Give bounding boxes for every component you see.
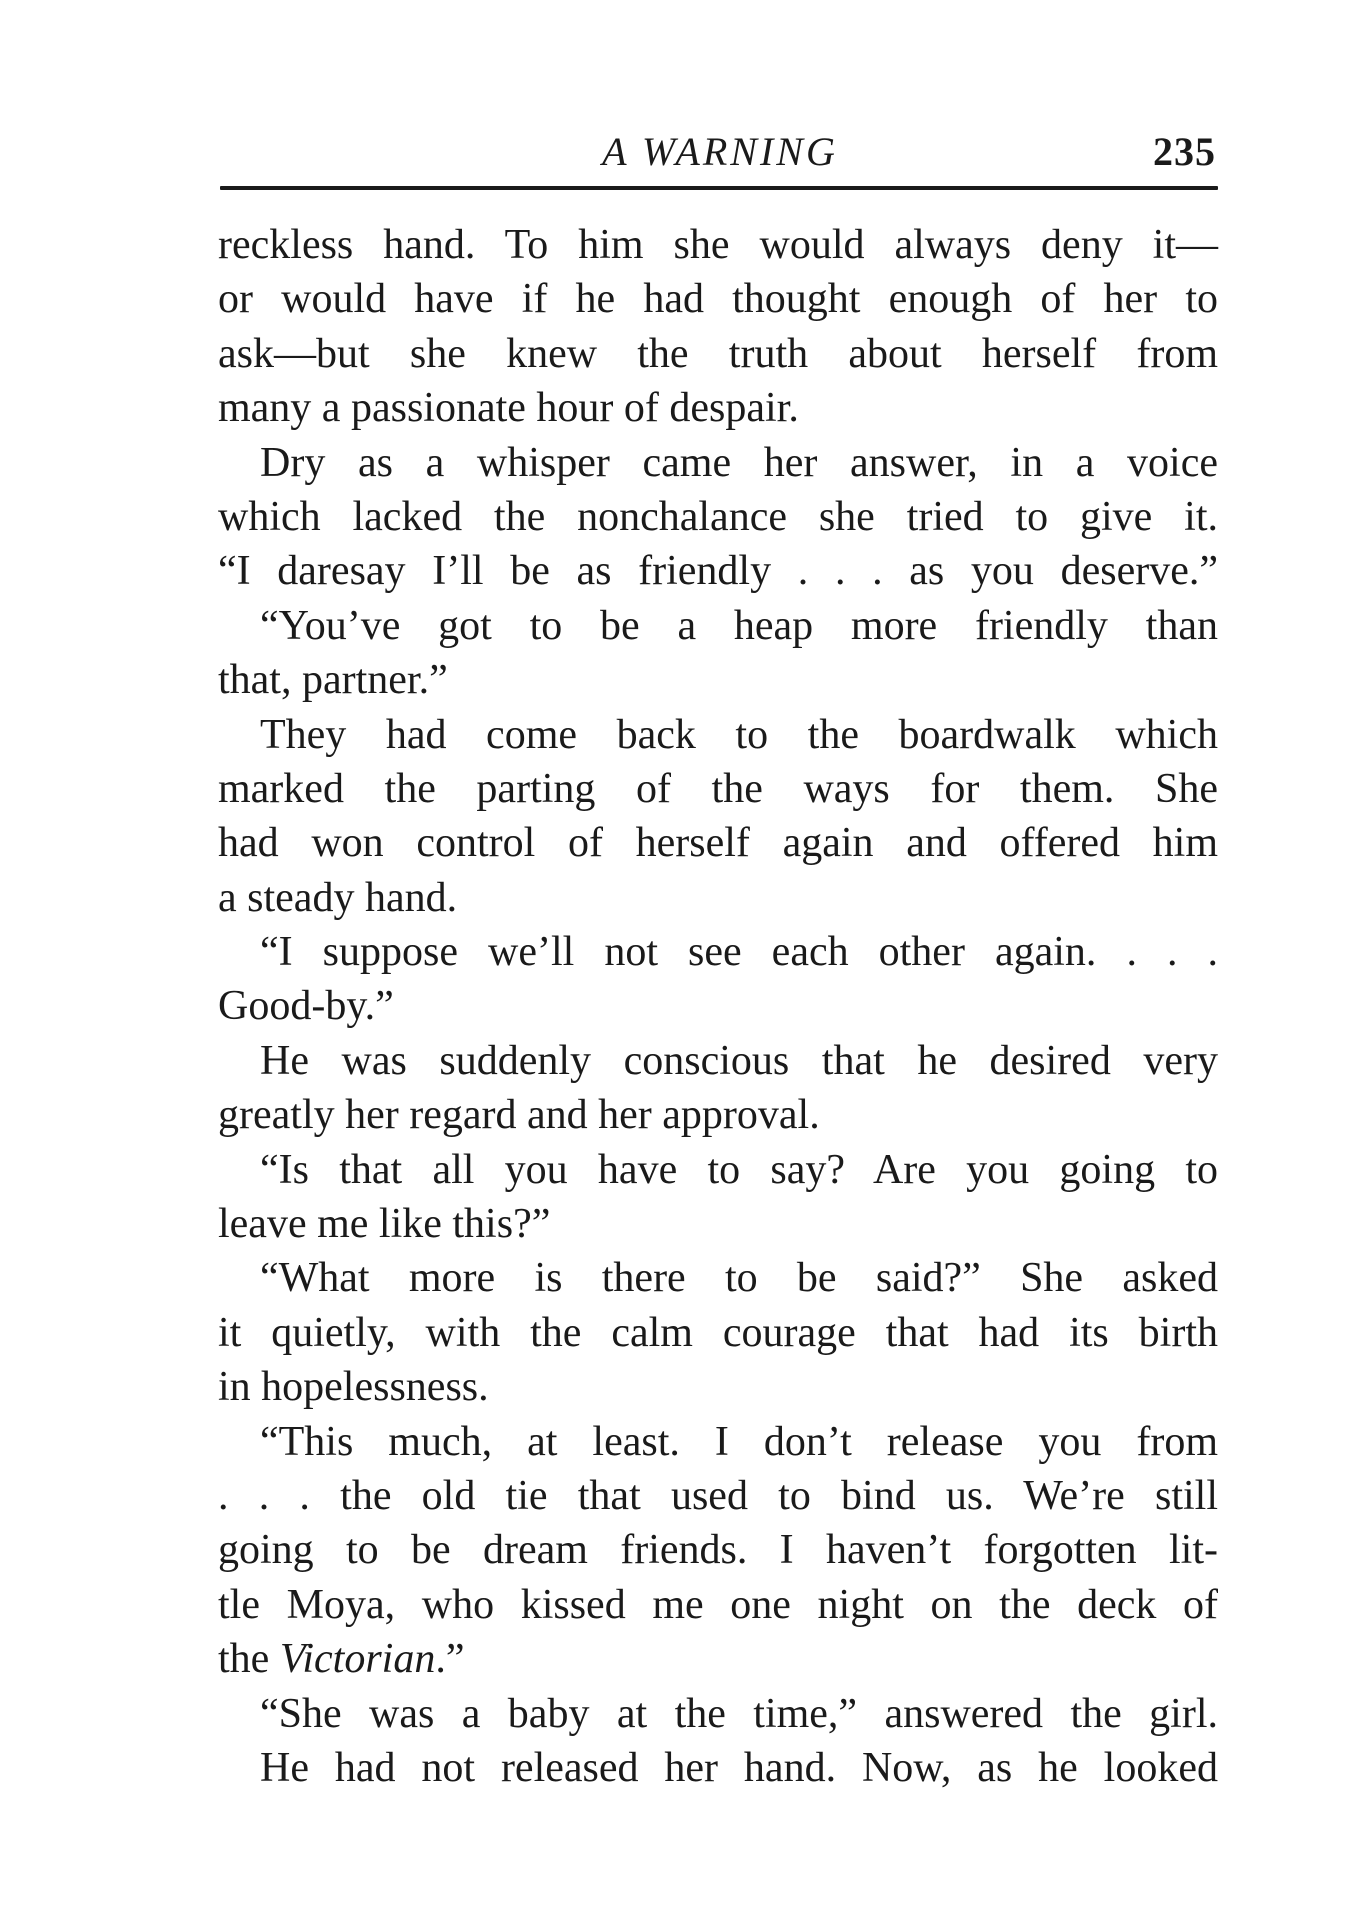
ship-name: Victorian [279,1636,436,1683]
text-line: it quietly, with the calm courage that had its birth [218,1309,1218,1356]
text-line: ask—but she knew the truth about herself from [218,330,1218,377]
text-line: had won control of herself again and offered him [218,820,1218,867]
text-line: going to be dream friends. I haven’t forgotten lit- [218,1527,1218,1574]
text-line: “You’ve got to be a heap more friendly than [260,602,1218,649]
text-line: “Is that all you have to say? Are you going to [260,1146,1218,1193]
text-line: . . . the old tie that used to bind us. We’re still [218,1472,1218,1519]
text-line: many a passionate hour of despair. [218,385,799,432]
page-number: 235 [1153,129,1216,174]
text-line: reckless hand. To him she would always deny it— [218,222,1218,268]
text-line: “I daresay I’ll be as friendly . . . as you deserve.” [218,548,1218,595]
text-line: tle Moya, who kissed me one night on the deck of [218,1581,1218,1628]
text-segment: the [218,1636,280,1683]
text-line [218,1632,1218,1686]
text-line: that, partner.” [218,657,448,704]
text-line: “She was a baby at the time,” answered the girl. [260,1690,1218,1737]
text-line: Good-by.” [218,983,394,1030]
text-line: They had come back to the boardwalk which [260,711,1218,758]
running-title: A WARNING [602,129,838,174]
text-line: a steady hand. [218,874,458,921]
text-line: “I suppose we’ll not see each other again. . . . [260,929,1218,976]
text-line: leave me like this?” [218,1201,551,1248]
text-line: or would have if he had thought enough of her to [218,276,1218,323]
header-rule [220,186,1218,190]
text-line: “This much, at least. I don’t release you from [260,1418,1218,1465]
text-line: in hopelessness. [218,1364,489,1411]
text-line: He was suddenly conscious that he desired very [260,1037,1218,1084]
text-line: He had not released her hand. Now, as he looked [260,1744,1218,1791]
text-line: Dry as a whisper came her answer, in a voice [260,439,1218,486]
text-line: which lacked the nonchalance she tried to give it. [218,493,1218,540]
text-line: marked the parting of the ways for them. She [218,765,1218,812]
text-segment: .” [435,1636,465,1683]
text-line: “What more is there to be said?” She asked [260,1255,1218,1302]
body-text [218,218,1218,1795]
text-line: greatly her regard and her approval. [218,1092,820,1139]
running-head [224,128,1216,176]
